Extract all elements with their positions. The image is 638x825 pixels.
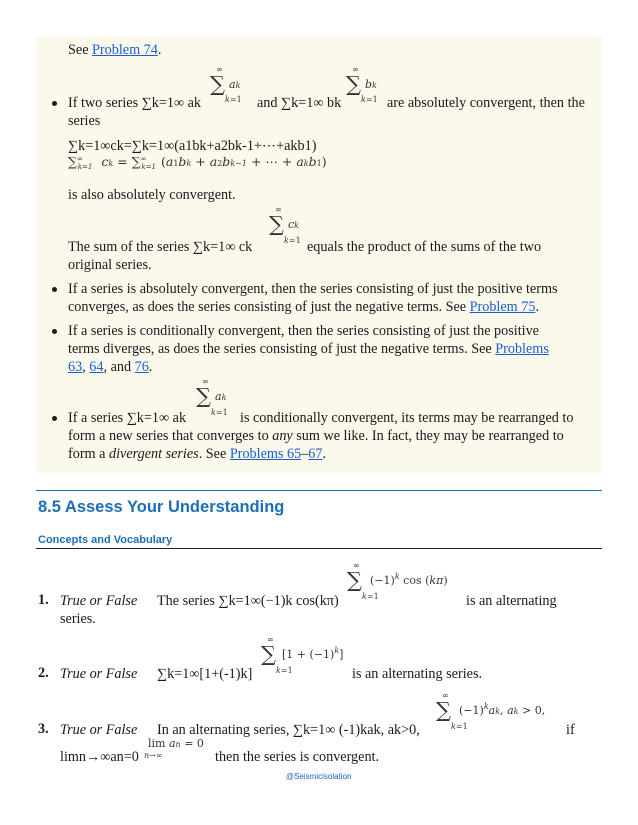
question-3-text-a: In an alternating series, ∑k=1∞ (-1)kak, ak>0, bbox=[157, 722, 420, 738]
question-1-formula-image: ∞ ∑ $(-1)^k$ cos (kπ) k=1 bbox=[347, 561, 448, 601]
problem-64-link[interactable]: 64 bbox=[89, 359, 104, 375]
bullet-1-sum-b: equals the product of the sums of the two bbox=[307, 239, 542, 255]
question-3-limit-formula-image: lim an = 0 n→∞ bbox=[144, 737, 204, 760]
problem-75-link[interactable]: Problem 75 bbox=[469, 299, 536, 315]
problems-65-link[interactable]: Problems 65 bbox=[229, 446, 302, 462]
question-2-text-b: is an alternating series. bbox=[352, 666, 483, 682]
see-problem-line: See Problem 74. bbox=[68, 42, 162, 58]
bullet-4-marker bbox=[52, 416, 57, 421]
bullet-3-line-3: 63, 64, and 76. bbox=[68, 359, 153, 375]
question-2-text-a: ∑k=1∞[1+(-1)k] bbox=[157, 666, 253, 682]
sum-ak-formula-image-2: ∞ ∑ ak k=1 bbox=[196, 377, 228, 417]
bullet-1-marker bbox=[52, 101, 57, 106]
sum-bk-formula-image: ∞ ∑ bk k=1 bbox=[346, 65, 378, 104]
question-1-tf: True or False bbox=[60, 593, 138, 609]
problem-63-link[interactable]: 63 bbox=[68, 359, 83, 375]
bullet-4-line-2: form a new series that converges to any sum we like. In fact, they may be rearranged to bbox=[68, 428, 564, 444]
question-1-text-c: series. bbox=[60, 611, 96, 627]
problem-67-link[interactable]: 67 bbox=[308, 446, 323, 462]
bullet-1-text-a: If two series ∑k=1∞ ak bbox=[68, 95, 202, 111]
bullet-1-conclusion: is also absolutely convergent. bbox=[68, 187, 236, 203]
sum-ck-formula-image: ∞ ∑ ck k=1 bbox=[269, 205, 301, 245]
bullet-3-line-1: If a series is conditionally convergent, then the series consisting of just the positive bbox=[68, 323, 539, 339]
question-3-tf: True or False bbox=[60, 722, 138, 738]
bullet-1-sum-c: original series. bbox=[68, 257, 152, 273]
question-2-tf: True or False bbox=[60, 666, 138, 682]
question-1-number: 1. bbox=[38, 592, 49, 608]
bullet-1-formula-text: ∑k=1∞ck=∑k=1∞(a1bk+a2bk-1+⋯+akb1) bbox=[68, 138, 317, 154]
bullet-1-line-2: series bbox=[68, 113, 101, 129]
bullet-3-line-2: terms diverges, as does the series consisting of just the negative terms. See Problems bbox=[68, 341, 549, 357]
question-3-formula-image: ∞ ∑ $(-1)^kak$, ak > 0, k=1 bbox=[436, 691, 546, 731]
question-1-text-b: is an alternating bbox=[466, 593, 557, 609]
problems-link[interactable]: Problems bbox=[495, 341, 549, 357]
problem-76-link[interactable]: 76 bbox=[134, 359, 149, 375]
question-2-number: 2. bbox=[38, 665, 49, 681]
subsection-divider bbox=[36, 548, 602, 549]
question-3-number: 3. bbox=[38, 721, 49, 737]
subsection-title: Concepts and Vocabulary bbox=[38, 534, 173, 546]
bullet-3-marker bbox=[52, 329, 57, 334]
question-2-formula-image: ∞ ∑ $[1 + (-1)^k]$ k=1 bbox=[261, 635, 344, 675]
cauchy-product-formula-image: $\sum^\infty_{k=1}$ ck = $\sum^\infty_{k=1}$ (a1bk + a2bk−1 + ⋯ + akb1) bbox=[68, 154, 327, 171]
bullet-4-text-b: is conditionally convergent, its terms may be rearranged to bbox=[240, 410, 574, 426]
bullet-1-text-c: are absolutely convergent, then the bbox=[387, 95, 585, 111]
question-3-text-b: if bbox=[566, 722, 575, 738]
bullet-4-line-3: form a divergent series. See Problems 65–67. bbox=[68, 446, 326, 462]
bullet-1-text-b: and ∑k=1∞ bk bbox=[257, 95, 342, 111]
sum-ak-formula-image: ∞ ∑ ak k=1 bbox=[210, 65, 242, 104]
bullet-4-text-a: If a series ∑k=1∞ ak bbox=[68, 410, 187, 426]
section-title: 8.5 Assess Your Understanding bbox=[38, 498, 285, 516]
bullet-2-line-1: If a series is absolutely convergent, then the series consisting of just the positive terms bbox=[68, 281, 558, 297]
bullet-2-marker bbox=[52, 287, 57, 292]
bullet-1-sum-a: The sum of the series ∑k=1∞ ck bbox=[68, 239, 253, 255]
watermark: @Seismicisolation bbox=[286, 772, 352, 781]
problem-74-link[interactable]: Problem 74 bbox=[92, 42, 158, 58]
section-divider bbox=[36, 490, 602, 491]
question-3-text-c: limn→∞an=0 bbox=[60, 749, 139, 765]
bullet-2-line-2: converges, as does the series consisting of just the negative terms. See Problem 75. bbox=[68, 299, 539, 315]
question-3-text-d: then the series is convergent. bbox=[215, 749, 380, 765]
question-1-text-a: The series ∑k=1∞(−1)k cos(kπ) bbox=[157, 593, 339, 609]
